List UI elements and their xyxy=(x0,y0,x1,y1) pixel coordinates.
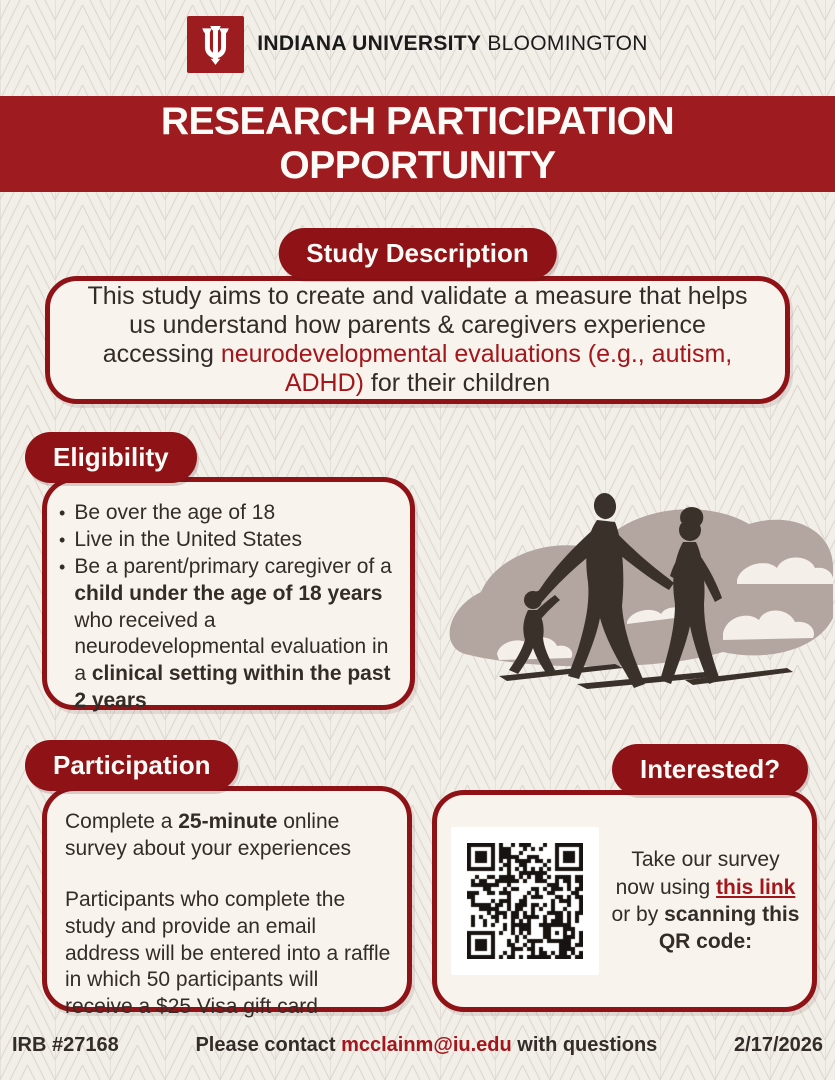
header xyxy=(0,14,835,74)
bullet-icon: • xyxy=(59,556,66,577)
interested-card xyxy=(432,790,817,1012)
banner-title-line1: RESEARCH PARTICIPATION xyxy=(160,100,675,144)
study-description-heading xyxy=(278,228,556,279)
family-walking-illustration xyxy=(437,458,835,710)
iu-trident-icon xyxy=(187,16,244,73)
survey-link[interactable]: this link xyxy=(716,875,796,899)
footer xyxy=(0,1034,835,1057)
eligibility-bullet-2-text: Live in the United States xyxy=(74,527,302,551)
interested-heading-label: Interested? xyxy=(640,754,781,784)
eligibility-bullet-3 xyxy=(59,554,396,715)
qr-panel xyxy=(451,827,599,975)
title-banner xyxy=(0,96,835,192)
banner-title-line2: OPPORTUNITY xyxy=(279,144,556,187)
participation-paragraph-1: Complete a 25-minute online survey about your experiences xyxy=(65,810,351,860)
eligibility-bullet-3-text: Be a parent/primary caregiver of a child under the age of 18 years who received a neurodevelopmental evaluation in a clinical setting within the past 2 years xyxy=(74,554,392,713)
eligibility-bullet-2 xyxy=(59,527,396,554)
interested-text: Take our survey now using this link or by scanning this QR code: xyxy=(611,848,800,954)
study-description-text: This study aims to create and validate a measure that helps us understand how parents & caregivers experience accessing neurodevelopmental evaluations (e.g., autism, ADHD) for their children xyxy=(87,281,748,398)
study-description-card xyxy=(45,276,790,404)
participation-heading-label: Participation xyxy=(53,750,211,780)
eligibility-bullet-1-text: Be over the age of 18 xyxy=(74,501,276,524)
qr-code xyxy=(467,843,583,959)
eligibility-card xyxy=(42,477,415,713)
eligibility-heading-label: Eligibility xyxy=(53,442,169,472)
participation-paragraph-2: Participants who complete the study and provide an email address will be entered into a raffle in which 50 participants will receive a $25 Visa gift card xyxy=(65,888,391,1018)
interested-heading xyxy=(612,744,808,795)
contact-text: Please contact mcclainm@iu.edu with questions xyxy=(195,1034,658,1056)
expiration-date: 2/17/2026 xyxy=(734,1034,823,1056)
bullet-icon: • xyxy=(59,503,66,523)
eligibility-bullet-1 xyxy=(59,500,396,527)
bullet-icon: • xyxy=(59,529,66,550)
eligibility-heading xyxy=(25,432,197,483)
brand-campus: BLOOMINGTON xyxy=(487,32,648,55)
participation-heading xyxy=(25,740,238,791)
brand-name: INDIANA UNIVERSITY xyxy=(257,32,482,55)
university-brand xyxy=(257,32,648,56)
participation-card xyxy=(42,786,412,1018)
study-description-heading-label: Study Description xyxy=(306,238,529,268)
irb-number: IRB #27168 xyxy=(12,1034,119,1056)
